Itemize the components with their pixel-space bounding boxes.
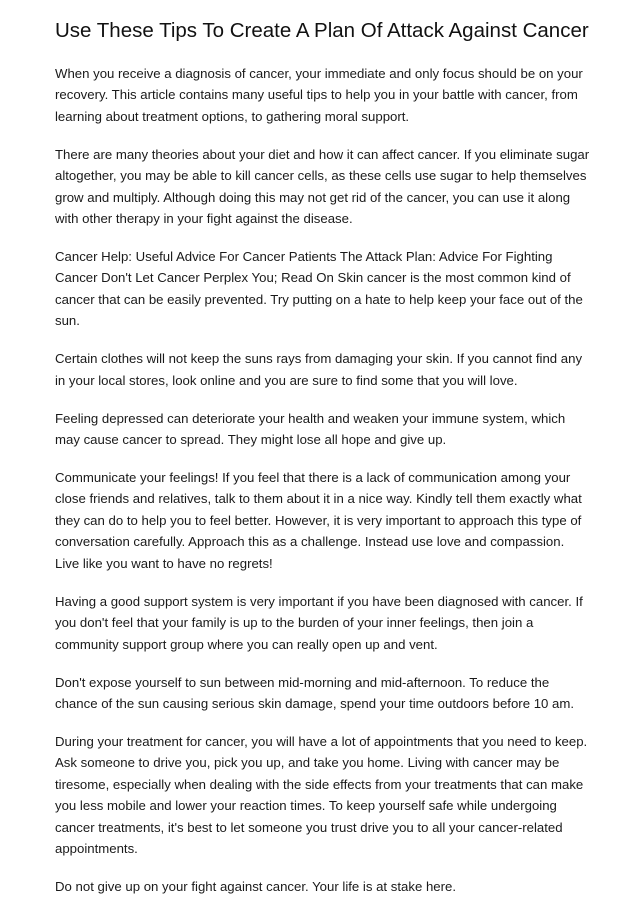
document-page [55, 18, 590, 914]
paragraph-diagnosis-intro: When you receive a diagnosis of cancer, your immediate and only focus should be on your recovery. This article contains many useful tips to help you in your battle with cancer, from learning about treatment options, to gathering moral support. [55, 66, 583, 124]
paragraph-skin-cancer: Cancer Help: Useful Advice For Cancer Patients The Attack Plan: Advice For Fighting Cancer Don't Let Cancer Perplex You; Read On Skin cancer is the most common kind of cancer that can be easily prevented. Try putting on a hate to help keep your face out of the sun. [55, 249, 583, 329]
paragraph-depression: Feeling depressed can deteriorate your health and weaken your immune system, which may cause cancer to spread. They might lose all hope and give up. [55, 410, 566, 448]
paragraph-communicate: Communicate your feelings! If you feel that there is a lack of communication among your close friends and relatives, talk to them about it in a nice way. Kindly tell them exactly what they can do to help you to feel better. However, it is very important to approach this type of conversation carefully. Approach this as a challenge. Instead use love and compassion. Live like you want to have no regrets! [55, 470, 582, 571]
paragraph-support-system: Having a good support system is very important if you have been diagnosed with cancer. If you don't feel that your family is up to the burden of your inner feelings, then join a community support group where you can really open up and vent. [55, 593, 583, 652]
document-title: Use These Tips To Create A Plan Of Attack Against Cancer [55, 19, 589, 42]
paragraph-clothes: Certain clothes will not keep the suns rays from damaging your skin. If you cannot find any in your local stores, look online and you are sure to find some that you will love. [55, 351, 583, 388]
paragraph-sun-exposure: Don't expose yourself to sun between mid-morning and mid-afternoon. To reduce the chance of the sun causing serious skin damage, spend your time outdoors before 10 am. [55, 674, 575, 711]
paragraph-conclusion: Do not give up on your fight against cancer. Your life is at stake here. [55, 878, 456, 894]
paragraph-appointments: During your treatment for cancer, you will have a lot of appointments that you need to keep. Ask someone to drive you, pick you up, and take you home. Living with cancer may be tiresome, especially when dealing with the side effects from your treatments that can make you less mobile and lower your reaction times. To keep yourself safe while undergoing cancer treatments, it's best to let someone you trust drive you to all your cancer-related appointments. [55, 733, 588, 856]
paragraph-diet-sugar: There are many theories about your diet and how it can affect cancer. If you eliminate sugar altogether, you may be able to kill cancer cells, as these cells use sugar to help themselves grow and multiply. Although doing this may not get rid of the cancer, you can use it along with other therapy in your fight against the disease. [55, 146, 590, 227]
